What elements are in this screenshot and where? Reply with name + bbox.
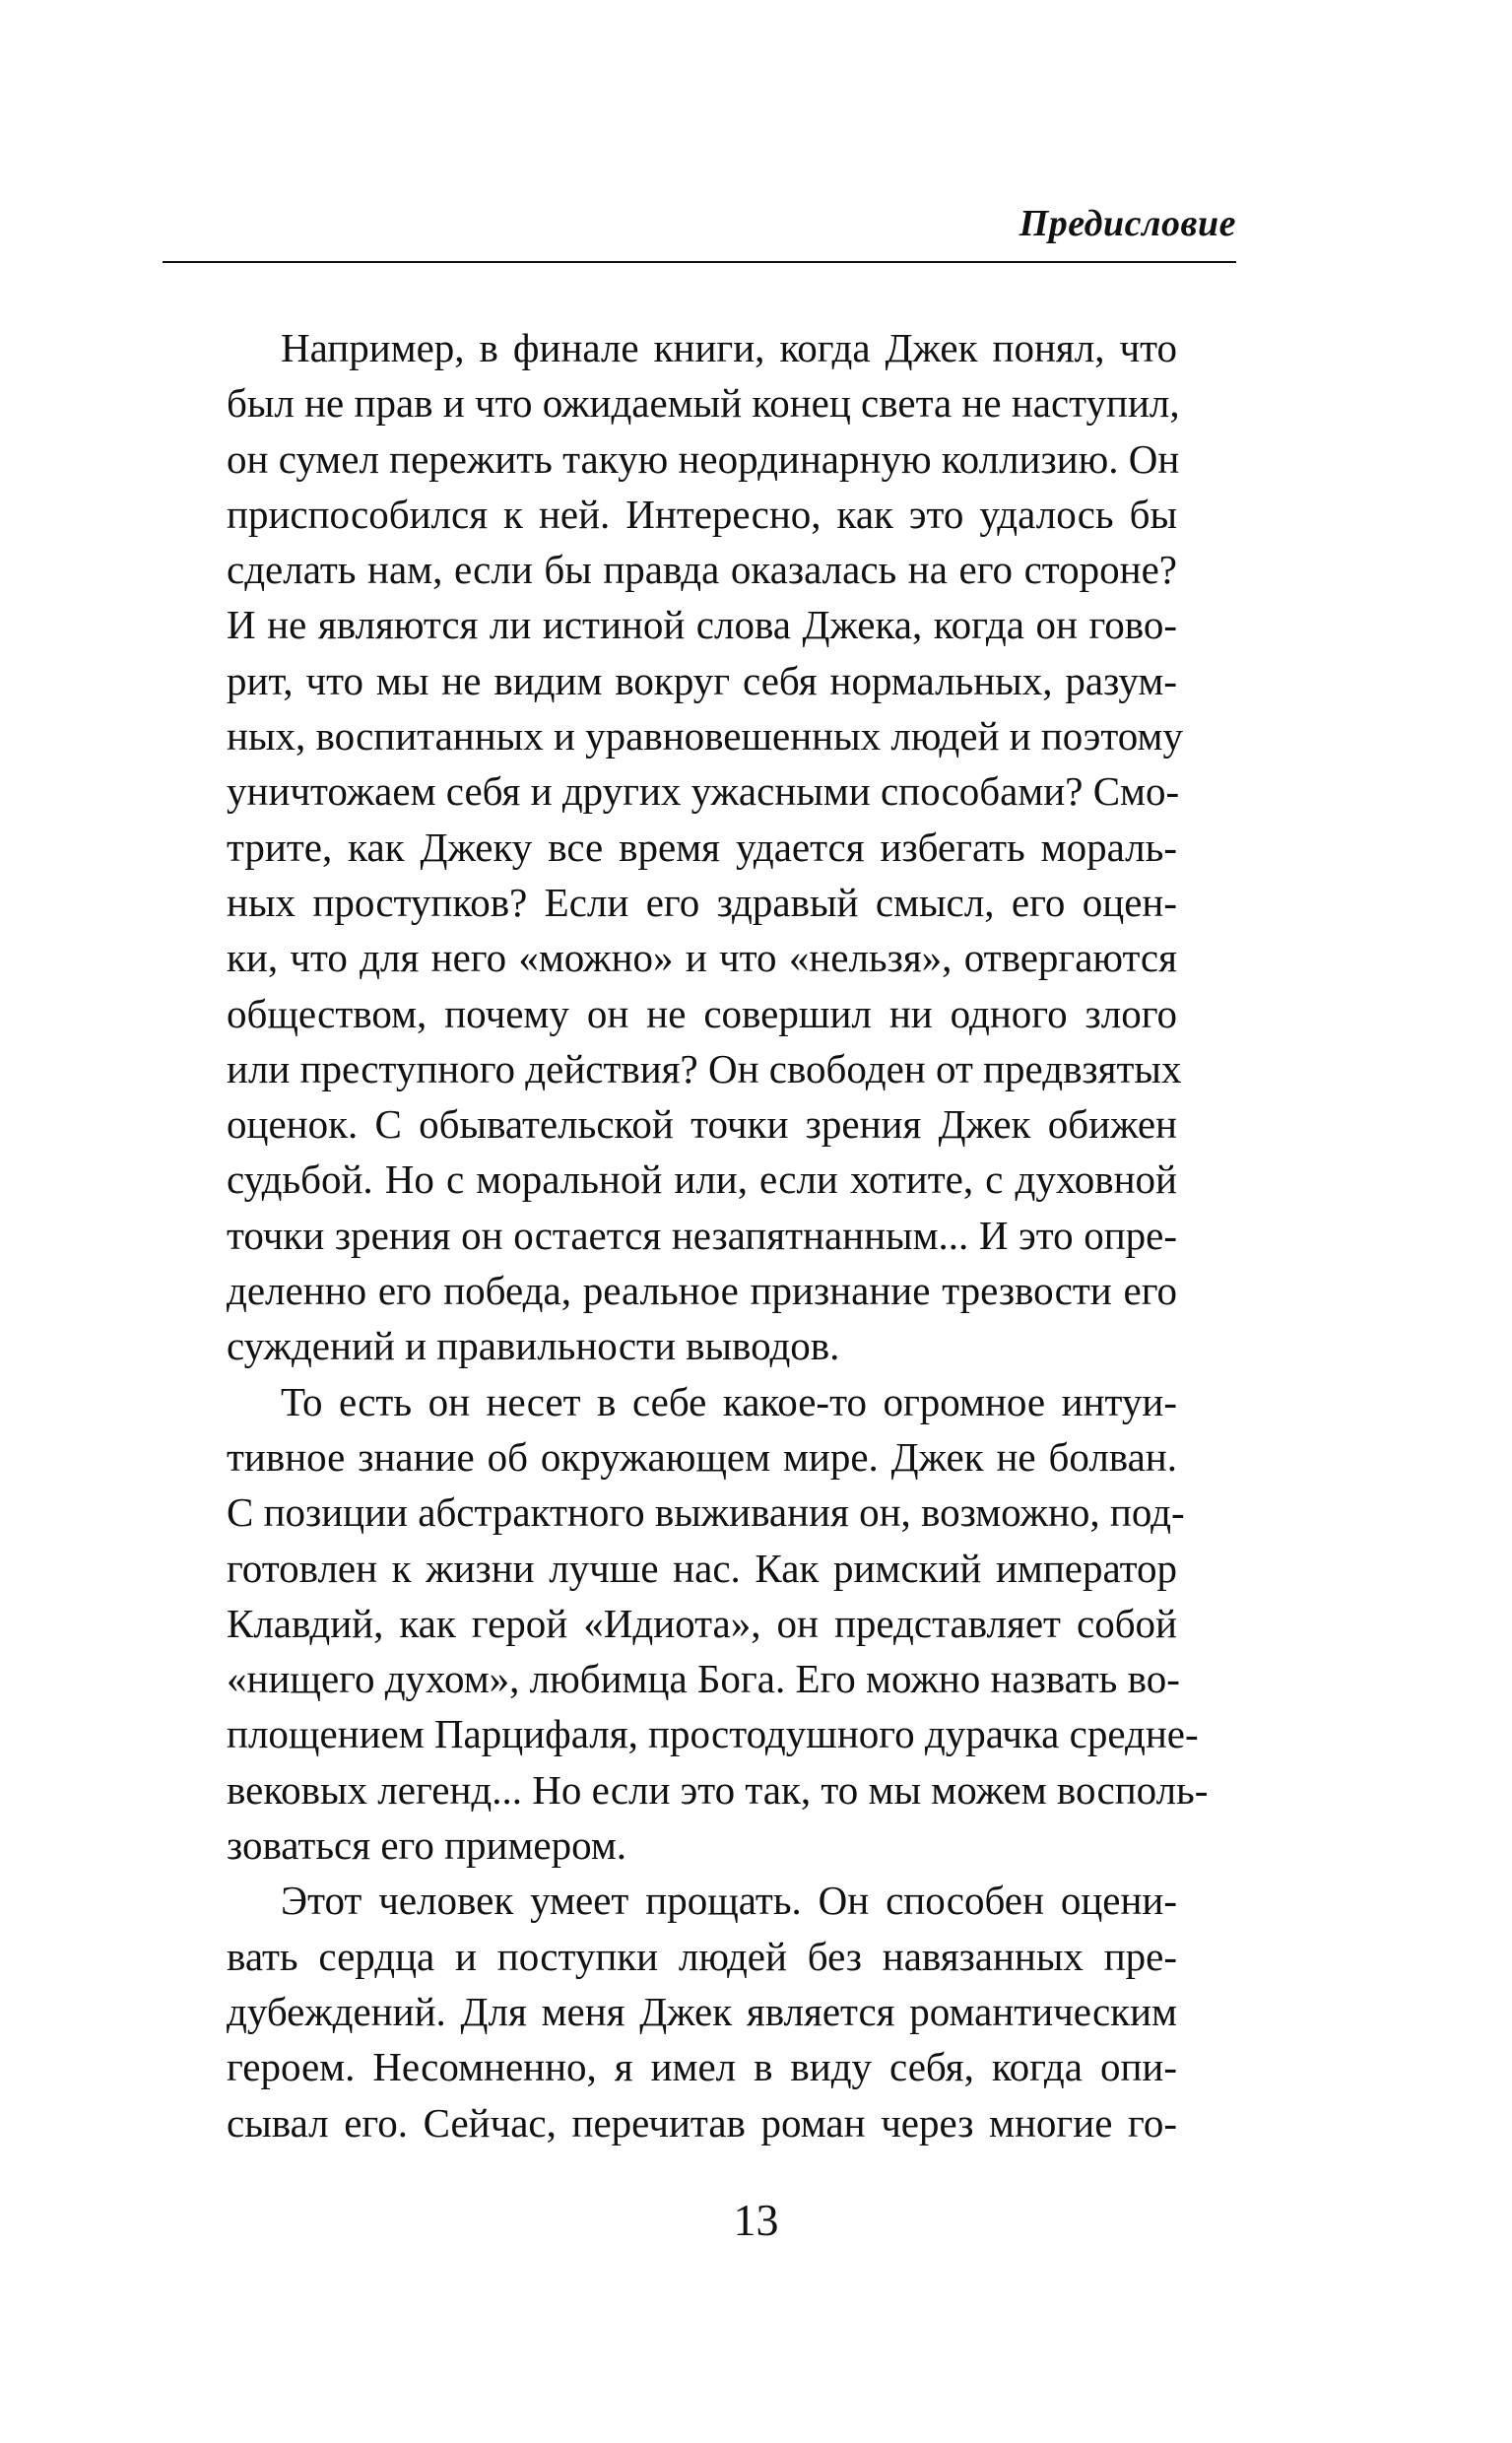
paragraph-2-line-9: зоваться его примером. <box>227 1822 627 1869</box>
paragraph-1-line-17: точки зрения он остается незапятнанным... И это опре- <box>227 1212 1177 1258</box>
paragraph-1-line-19: суждений и правильности выводов. <box>227 1323 840 1369</box>
paragraph-2-line-5: Клавдий, как герой «Идиота», он представляет собой <box>227 1600 1177 1646</box>
paragraph-2-line-1: То есть он несет в себе какое-то огромное интуи- <box>281 1378 1177 1424</box>
paragraph-3-line-5: сывал его. Сейчас, перечитав роман через многие го- <box>227 2099 1177 2146</box>
paragraph-1-line-10: трите, как Джеку все время удается избегать мораль- <box>227 824 1177 870</box>
paragraph-1-line-4: приспособился к ней. Интересно, как это удалось бы <box>227 491 1177 537</box>
paragraph-1-line-3: он сумел пережить такую неординарную коллизию. Он <box>227 435 1180 482</box>
paragraph-3-line-4: героем. Несомненно, я имел в виду себя, когда опи- <box>227 2044 1177 2090</box>
running-title: Предисловие <box>1019 203 1236 244</box>
paragraph-1-line-8: ных, воспитанных и уравновешенных людей и поэтому <box>227 713 1183 759</box>
paragraph-2-line-2: тивное знание об окружающем мире. Джек не болван. <box>227 1433 1177 1480</box>
paragraph-1-line-13: обществом, почему он не совершил ни одного злого <box>227 990 1177 1036</box>
paragraph-1-line-6: И не являются ли истиной слова Джека, когда он гово- <box>227 602 1177 648</box>
paragraph-1-line-16: судьбой. Но с моральной или, если хотите, с духовной <box>227 1156 1177 1203</box>
paragraph-2-line-8: вековых легенд... Но если это так, то мы можем восполь- <box>227 1766 1209 1813</box>
paragraph-2-line-4: готовлен к жизни лучше нас. Как римский император <box>227 1545 1177 1591</box>
paragraph-2-line-3: С позиции абстрактного выживания он, возможно, под- <box>227 1489 1185 1536</box>
paragraph-3-line-1: Этот человек умеет прощать. Он способен оцени- <box>281 1878 1177 1924</box>
paragraph-1-line-12: ки, что для него «можно» и что «нельзя», отвергаются <box>227 935 1177 981</box>
running-header <box>163 202 1236 263</box>
paragraph-1-line-15: оценок. С обывательской точки зрения Джек обижен <box>227 1101 1177 1148</box>
paragraph-1-line-14: или преступного действия? Он свободен от предвзятых <box>227 1045 1182 1091</box>
paragraph-1-line-1: Например, в финале книги, когда Джек понял, что <box>281 325 1177 370</box>
paragraph-1-line-5: сделать нам, если бы правда оказалась на его стороне? <box>227 547 1177 593</box>
body-text <box>227 320 1209 2150</box>
paragraph-1-line-7: рит, что мы не видим вокруг себя нормальных, разум- <box>227 657 1177 703</box>
page-number: 13 <box>733 2195 779 2245</box>
paragraph-1-line-11: ных проступков? Если его здравый смысл, его оцен- <box>227 879 1177 925</box>
paragraph-3-line-3: дубеждений. Для меня Джек является романтическим <box>227 1988 1177 2034</box>
paragraph-2-line-6: «нищего духом», любимца Бога. Его можно назвать во- <box>227 1656 1180 1702</box>
paragraph-2-line-7: площением Парцифаля, простодушного дурачка средне- <box>227 1711 1199 1757</box>
paragraph-1-line-2: был не прав и что ожидаемый конец света не наступил, <box>227 380 1180 427</box>
paragraph-1-line-18: деленно его победа, реальное признание трезвости его <box>227 1268 1177 1314</box>
paragraph-1-line-9: уничтожаем себя и других ужасными способами? Смо- <box>227 768 1180 815</box>
paragraph-3-line-2: вать сердца и поступки людей без навязанных пре- <box>227 1933 1177 1979</box>
